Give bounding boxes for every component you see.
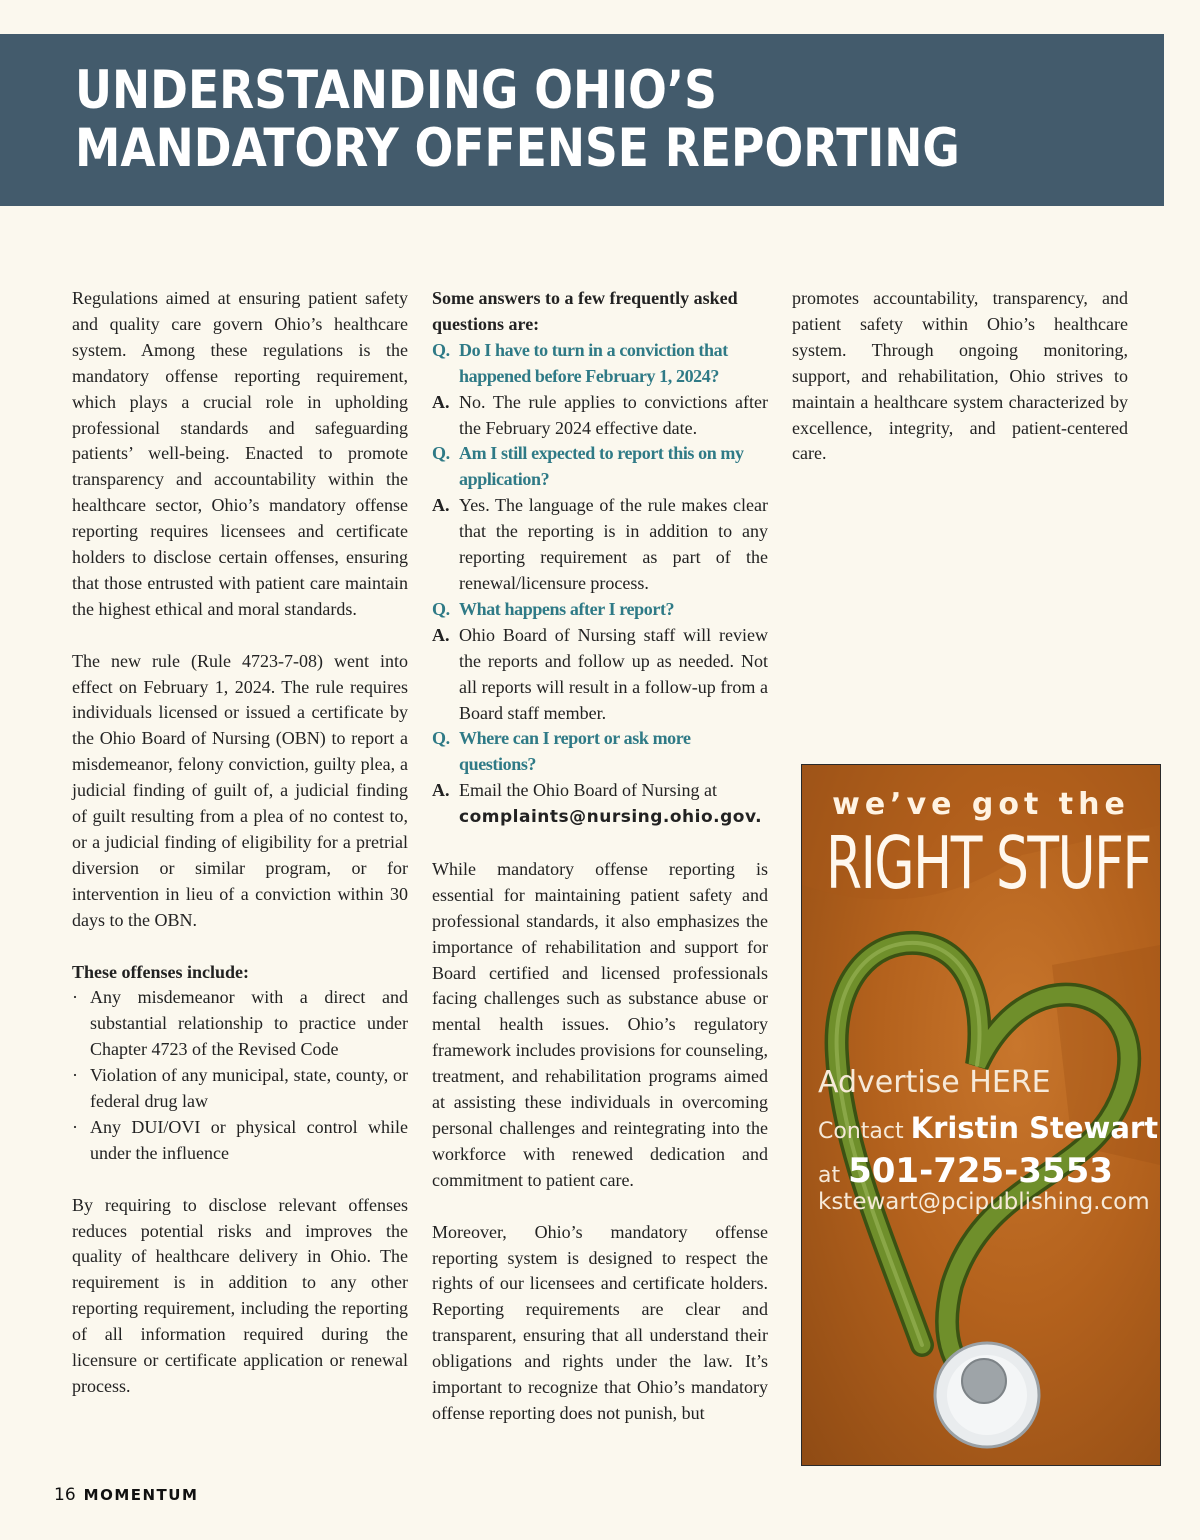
ad-phone-number[interactable]: 501-725-3553 [848,1151,1113,1191]
ad-contact-name: Kristin Stewart [910,1111,1159,1145]
ad-contact-label: Contact [818,1119,904,1144]
ad-contact-line [818,1111,1158,1145]
article-column-1 [72,286,408,1400]
rights-paragraph: Moreover, Ohio’s mandatory offense reporting system is designed to respect the rights of our licensees and certificate holders. Reporting requirements are clear and transparent, ensuring that all understand their obligations and rights under the law. It’s important to recognize that Ohio’s mandatory offense reporting does not punish, but [432,1221,768,1423]
faq-question [432,726,768,778]
answer-text: Ohio Board of Nursing staff will review the reports and follow up as needed. Not all reports will result in a follow-up from a Board staff member. [459,624,768,723]
question-marker: Q. [432,339,450,360]
advertisement[interactable] [801,764,1161,1466]
offenses-list [72,985,408,1166]
answer-marker: A. [432,495,450,516]
faq-answer [432,623,768,727]
disclosure-paragraph: By requiring to disclose relevant offenses reduces potential risks and improves the quality of healthcare delivery in Ohio. The requirement is in addition to any other reporting requirement, including the reporting of all information required during the licensure or certificate application or renewal process. [72,1194,408,1397]
faq-intro: Some answers to a few frequently asked questions are: [432,288,738,334]
offenses-heading: These offenses include: [72,961,249,982]
question-text: Where can I report or ask more questions? [459,728,691,775]
answer-text: No. The rule applies to convictions after the February 2024 effective date. [459,391,768,438]
question-text: Do I have to turn in a conviction that happened before February 1, 2024? [459,339,728,386]
question-text: What happens after I report? [459,598,675,619]
answer-marker: A. [432,624,450,645]
faq-question [432,597,768,623]
ad-tagline: we’ve got the [832,787,1130,822]
list-item: · Violation of any municipal, state, county, or federal drug law [72,1063,408,1115]
ad-email-link[interactable]: kstewart@pcipublishing.com [818,1189,1150,1215]
publication-name: MOMENTUM [83,1486,199,1504]
ad-at-label: at [818,1163,841,1188]
ad-advertise-text: Advertise HERE [818,1065,1051,1100]
page-title: UNDERSTANDING OHIO’S MANDATORY OFFENSE REPORTING [75,60,960,179]
title-banner [0,34,1164,206]
list-item: · Any misdemeanor with a direct and substantial relationship to practice under Chapter 4723 of the Revised Code [72,985,408,1063]
page-footer [54,1485,198,1505]
faq-question [432,338,768,390]
faq-list [432,338,768,831]
answer-marker: A. [432,391,450,412]
ad-phone-line [818,1151,1113,1191]
list-item: · Any DUI/OVI or physical control while under the influence [72,1115,408,1167]
article-column-3 [792,286,1128,467]
intro-paragraph: Regulations aimed at ensuring patient safety and quality care govern Ohio’s healthcare system. Among these regulations is the mandatory offense reporting requirement, which plays a crucial role in upholding professional standards and safeguarding patients’ well-being. Enacted to promote transparency and accountability within the healthcare sector, Ohio’s mandatory offense reporting requires licensees and certificate holders to disclose certain offenses, ensuring that those entrusted with patient care maintain the highest ethical and moral standards. [72,288,408,619]
rehabilitation-paragraph: While mandatory offense reporting is essential for maintaining patient safety and professional standards, it also emphasizes the importance of rehabilitation and support for Board certified and licensed professionals facing challenges such as substance abuse or mental health issues. Ohio’s regulatory framework includes provisions for counseling, treatment, and rehabilitation programs aimed at assisting these individuals in overcoming personal challenges and reintegrating into the workforce with renewed dedication and commitment to patient care. [432,858,768,1190]
faq-answer [432,493,768,597]
answer-text [459,778,768,831]
ad-headline: RIGHT STUFF [826,821,1151,905]
article-column-2 [432,286,768,1427]
answer-text-lead: Email the Ohio Board of Nursing at [459,780,717,801]
page-number: 16 [54,1485,76,1505]
question-marker: Q. [432,598,450,619]
conclusion-paragraph: promotes accountability, transparency, and patient safety within Ohio’s healthcare system. Through ongoing monitoring, support, and rehabilitation, Ohio strives to maintain a healthcare system characterized by excellence, integrity, and patient-centered care. [792,288,1128,464]
question-text: Am I still expected to report this on my application? [459,443,744,490]
rule-paragraph: The new rule (Rule 4723-7-08) went into effect on February 1, 2024. The rule requires individuals licensed or issued a certificate by the Ohio Board of Nursing (OBN) to report a misdemeanor, felony conviction, guilty plea, a judicial finding of guilt of, a judicial finding of guilt resulting from a plea of no contest to, or a judicial finding of eligibility for a pretrial diversion or similar program, or for intervention in lieu of a conviction within 30 days to the OBN. [72,650,408,930]
faq-answer [432,390,768,442]
faq-question [432,441,768,493]
answer-text: Yes. The language of the rule makes clear that the reporting is in addition to any reporting requirement as part of the renewal/licensure process. [459,495,768,593]
faq-answer [432,778,768,831]
answer-marker: A. [432,780,450,801]
question-marker: Q. [432,443,450,464]
question-marker: Q. [432,728,450,749]
complaints-email-link[interactable]: complaints@nursing.ohio.gov. [459,807,763,828]
